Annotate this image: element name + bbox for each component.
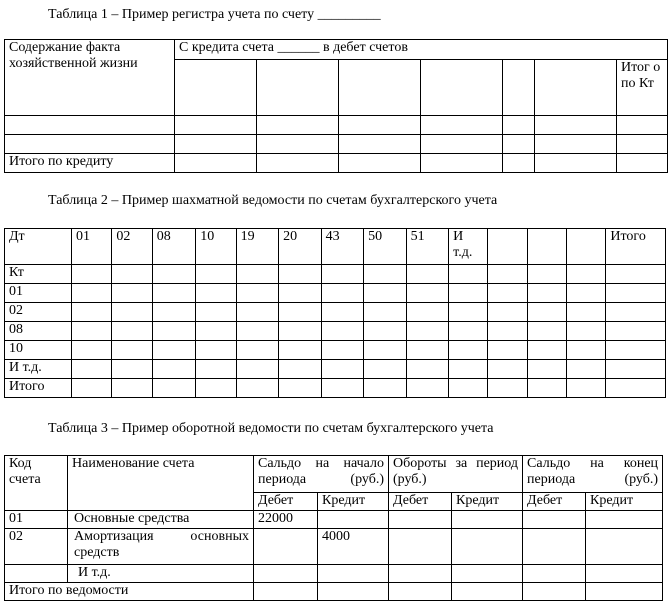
table-row (5, 379, 666, 398)
column-header: И т.д. (449, 229, 488, 265)
table-cell (175, 60, 257, 116)
table-cell (236, 322, 279, 341)
table-cell (606, 379, 666, 398)
table-cell (567, 341, 606, 360)
header-total-kt: Итог о по Кт (617, 60, 668, 116)
column-header: 51 (406, 229, 449, 265)
table2-caption: Таблица 2 – Пример шахматной ведомости по счетам бухгалтерского учета (48, 193, 498, 208)
opening-credit: 4000 (318, 529, 389, 565)
header-credit: Кредит (586, 493, 663, 511)
table-cell (71, 379, 111, 398)
table-cell (567, 303, 606, 322)
chess-table (4, 228, 666, 398)
column-header (488, 229, 527, 265)
table-cell (236, 284, 279, 303)
column-header: 19 (236, 229, 279, 265)
row-header: 01 (5, 284, 72, 303)
table-cell (112, 265, 152, 284)
opening-debit: 22000 (254, 511, 318, 529)
column-header: 08 (152, 229, 196, 265)
table-cell (321, 284, 364, 303)
table-cell (364, 341, 407, 360)
table-cell (535, 60, 617, 116)
table-cell (503, 60, 535, 116)
table-row (5, 322, 666, 341)
footer-total-credit: Итого по кредиту (5, 154, 175, 173)
table-cell (567, 379, 606, 398)
table-cell (279, 284, 322, 303)
table-cell (406, 303, 449, 322)
table-cell (196, 265, 236, 284)
table-cell (279, 322, 322, 341)
table-cell (488, 379, 527, 398)
table-cell (488, 322, 527, 341)
header-debit: Дебет (389, 493, 452, 511)
table-cell (364, 284, 407, 303)
table-cell (606, 360, 666, 379)
table-cell (406, 322, 449, 341)
table-cell (527, 360, 566, 379)
table-cell (488, 303, 527, 322)
table-row (5, 565, 663, 583)
turnover-table (4, 455, 663, 601)
table-cell (406, 265, 449, 284)
table-cell (406, 341, 449, 360)
row-header: Кт (5, 265, 72, 284)
table-cell (321, 360, 364, 379)
opening-debit (254, 529, 318, 565)
table-cell (152, 360, 196, 379)
table-cell (321, 341, 364, 360)
account-code: 01 (5, 511, 68, 529)
column-header: 20 (279, 229, 322, 265)
header-credit: С кредита счета ______ в дебет счетов (175, 40, 668, 60)
table-cell (71, 284, 111, 303)
table-cell (321, 379, 364, 398)
table-cell (449, 303, 488, 322)
header-name: Наименование счета (68, 456, 254, 511)
header-debit: Дебет (254, 493, 318, 511)
table-cell (196, 303, 236, 322)
table-cell (527, 341, 566, 360)
row-header: 10 (5, 341, 72, 360)
table-cell (449, 322, 488, 341)
header-code: Код счета (5, 456, 68, 511)
table-cell (567, 265, 606, 284)
table-cell (71, 322, 111, 341)
table-cell (488, 341, 527, 360)
account-name: Основные средства (68, 511, 254, 529)
account-code: 02 (5, 529, 68, 565)
table-cell (449, 360, 488, 379)
table-cell (527, 284, 566, 303)
table-cell (152, 265, 196, 284)
header-turnover: Обороты за период (руб.) (389, 456, 523, 493)
table-cell (71, 265, 111, 284)
table-cell (606, 303, 666, 322)
account-name: И т.д. (68, 565, 254, 583)
row-header: 02 (5, 303, 72, 322)
corner-label: Дт (5, 229, 72, 265)
table-cell (112, 341, 152, 360)
table-cell (527, 322, 566, 341)
header-opening-balance: Сальдо на начало периода (руб.) (254, 456, 389, 493)
table-cell (112, 360, 152, 379)
table-cell (421, 60, 503, 116)
row-header: И т.д. (5, 360, 72, 379)
column-header: 10 (196, 229, 236, 265)
table-cell (527, 303, 566, 322)
footer-total-statement: Итого по ведомости (5, 583, 254, 601)
column-header: 50 (364, 229, 407, 265)
table-cell (257, 60, 339, 116)
table-row (5, 229, 666, 265)
table-cell (606, 265, 666, 284)
table-cell (279, 360, 322, 379)
table-cell (488, 265, 527, 284)
opening-credit (318, 511, 389, 529)
table-cell (449, 284, 488, 303)
table-cell (152, 284, 196, 303)
table-cell (449, 379, 488, 398)
table-cell (279, 341, 322, 360)
table-cell (406, 360, 449, 379)
table-cell (152, 341, 196, 360)
table-cell (152, 303, 196, 322)
table1-caption: Таблица 1 – Пример регистра учета по счету _________ (48, 7, 381, 22)
column-header: 43 (321, 229, 364, 265)
table-cell (527, 265, 566, 284)
table-row (5, 303, 666, 322)
table-row (5, 265, 666, 284)
header-closing-balance: Сальдо на конец периода (руб.) (523, 456, 663, 493)
table-cell (488, 360, 527, 379)
row-header: 08 (5, 322, 72, 341)
table-cell (112, 284, 152, 303)
account-name: Амортизация основных средств (68, 529, 254, 565)
table-cell (71, 303, 111, 322)
table-cell (321, 322, 364, 341)
table-cell (236, 379, 279, 398)
table-cell (152, 379, 196, 398)
table-cell (364, 379, 407, 398)
table-cell (406, 379, 449, 398)
table-cell (364, 360, 407, 379)
table-row (5, 529, 663, 565)
table-row (5, 154, 668, 173)
table-cell (279, 303, 322, 322)
table-row (5, 360, 666, 379)
table-row (5, 583, 663, 601)
table-row (5, 284, 666, 303)
register-table (4, 39, 668, 173)
table-cell (364, 265, 407, 284)
table-cell (449, 341, 488, 360)
header-debit: Дебет (523, 493, 586, 511)
row-header: Итого (5, 379, 72, 398)
table-cell (71, 341, 111, 360)
column-header (527, 229, 566, 265)
table-cell (527, 379, 566, 398)
table-cell (196, 284, 236, 303)
table-cell (279, 265, 322, 284)
table-cell (449, 265, 488, 284)
column-header: 02 (112, 229, 152, 265)
table-cell (606, 284, 666, 303)
table-cell (364, 303, 407, 322)
table-cell (567, 284, 606, 303)
table-cell (321, 303, 364, 322)
table-cell (321, 265, 364, 284)
table-cell (488, 284, 527, 303)
table-cell (279, 379, 322, 398)
header-content: Содержание факта хозяйственной жизни (5, 40, 175, 116)
table-cell (236, 265, 279, 284)
table-cell (236, 303, 279, 322)
table-cell (606, 341, 666, 360)
table-cell (406, 284, 449, 303)
table-cell (339, 60, 421, 116)
header-credit: Кредит (452, 493, 523, 511)
account-code (5, 565, 68, 583)
table-row (5, 135, 668, 154)
column-header: Итого (606, 229, 666, 265)
table-cell (196, 322, 236, 341)
table-cell (152, 322, 196, 341)
table-cell (71, 360, 111, 379)
table-cell (112, 322, 152, 341)
table-cell (196, 341, 236, 360)
table-cell (606, 322, 666, 341)
table-row (5, 511, 663, 529)
table-cell (112, 379, 152, 398)
table-cell (236, 341, 279, 360)
column-header: 01 (71, 229, 111, 265)
table-cell (112, 303, 152, 322)
table3-caption: Таблица 3 – Пример оборотной ведомости по счетам бухгалтерского учета (48, 421, 494, 436)
table-cell (196, 379, 236, 398)
table-row (5, 341, 666, 360)
column-header (567, 229, 606, 265)
table-row (5, 116, 668, 135)
header-credit: Кредит (318, 493, 389, 511)
table-cell (567, 322, 606, 341)
table-cell (567, 360, 606, 379)
table-cell (196, 360, 236, 379)
table-cell (364, 322, 407, 341)
table-cell (236, 360, 279, 379)
